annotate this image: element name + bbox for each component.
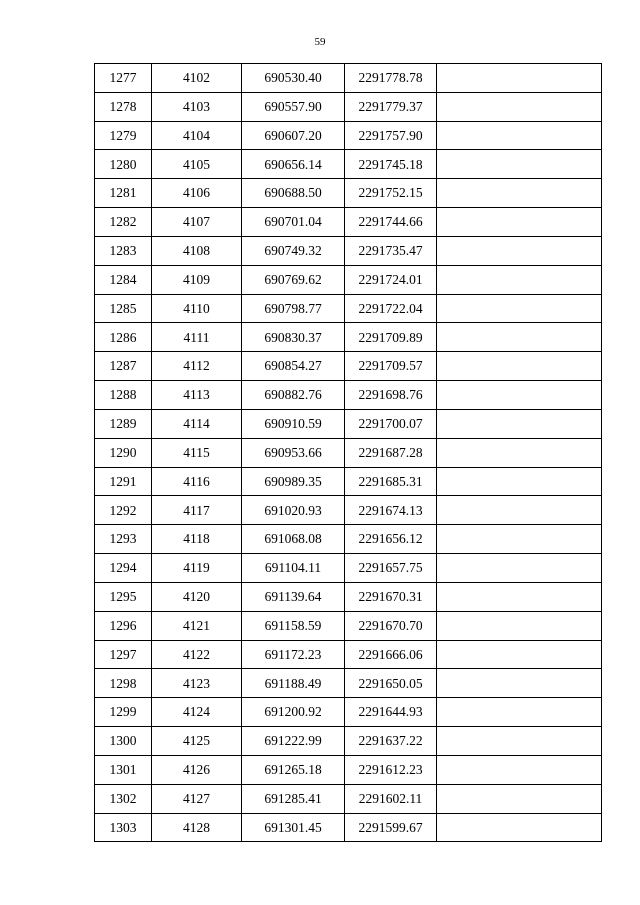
x-coordinate-cell: 691172.23 xyxy=(242,640,345,669)
x-coordinate-cell: 691020.93 xyxy=(242,496,345,525)
y-coordinate-cell: 2291709.57 xyxy=(345,352,437,381)
table-row xyxy=(95,64,602,93)
x-coordinate-cell: 691139.64 xyxy=(242,582,345,611)
table-row xyxy=(95,438,602,467)
note-cell xyxy=(437,352,602,381)
point-id-cell: 4113 xyxy=(152,381,242,410)
y-coordinate-cell: 2291735.47 xyxy=(345,236,437,265)
point-id-cell: 4105 xyxy=(152,150,242,179)
x-coordinate-cell: 690798.77 xyxy=(242,294,345,323)
table-row xyxy=(95,323,602,352)
table-row xyxy=(95,409,602,438)
y-coordinate-cell: 2291602.11 xyxy=(345,784,437,813)
table-row xyxy=(95,496,602,525)
table-row xyxy=(95,755,602,784)
table-row xyxy=(95,121,602,150)
point-id-cell: 4118 xyxy=(152,525,242,554)
x-coordinate-cell: 690882.76 xyxy=(242,381,345,410)
table-row xyxy=(95,179,602,208)
note-cell xyxy=(437,727,602,756)
y-coordinate-cell: 2291698.76 xyxy=(345,381,437,410)
row-index-cell: 1297 xyxy=(95,640,152,669)
note-cell xyxy=(437,323,602,352)
x-coordinate-cell: 690769.62 xyxy=(242,265,345,294)
note-cell xyxy=(437,525,602,554)
note-cell xyxy=(437,784,602,813)
x-coordinate-cell: 690989.35 xyxy=(242,467,345,496)
point-id-cell: 4111 xyxy=(152,323,242,352)
point-id-cell: 4108 xyxy=(152,236,242,265)
note-cell xyxy=(437,496,602,525)
coordinate-table-body xyxy=(95,64,602,842)
y-coordinate-cell: 2291670.31 xyxy=(345,582,437,611)
row-index-cell: 1288 xyxy=(95,381,152,410)
x-coordinate-cell: 691158.59 xyxy=(242,611,345,640)
table-row xyxy=(95,813,602,842)
note-cell xyxy=(437,236,602,265)
point-id-cell: 4112 xyxy=(152,352,242,381)
y-coordinate-cell: 2291778.78 xyxy=(345,64,437,93)
row-index-cell: 1289 xyxy=(95,409,152,438)
table-row xyxy=(95,582,602,611)
y-coordinate-cell: 2291685.31 xyxy=(345,467,437,496)
x-coordinate-cell: 690656.14 xyxy=(242,150,345,179)
row-index-cell: 1284 xyxy=(95,265,152,294)
y-coordinate-cell: 2291745.18 xyxy=(345,150,437,179)
x-coordinate-cell: 691068.08 xyxy=(242,525,345,554)
point-id-cell: 4123 xyxy=(152,669,242,698)
point-id-cell: 4104 xyxy=(152,121,242,150)
table-row xyxy=(95,669,602,698)
note-cell xyxy=(437,669,602,698)
note-cell xyxy=(437,265,602,294)
note-cell xyxy=(437,121,602,150)
point-id-cell: 4116 xyxy=(152,467,242,496)
note-cell xyxy=(437,554,602,583)
row-index-cell: 1298 xyxy=(95,669,152,698)
point-id-cell: 4122 xyxy=(152,640,242,669)
y-coordinate-cell: 2291687.28 xyxy=(345,438,437,467)
row-index-cell: 1283 xyxy=(95,236,152,265)
row-index-cell: 1303 xyxy=(95,813,152,842)
y-coordinate-cell: 2291674.13 xyxy=(345,496,437,525)
x-coordinate-cell: 691265.18 xyxy=(242,755,345,784)
row-index-cell: 1282 xyxy=(95,208,152,237)
table-row xyxy=(95,236,602,265)
table-row xyxy=(95,784,602,813)
row-index-cell: 1286 xyxy=(95,323,152,352)
point-id-cell: 4110 xyxy=(152,294,242,323)
table-row xyxy=(95,352,602,381)
point-id-cell: 4114 xyxy=(152,409,242,438)
y-coordinate-cell: 2291700.07 xyxy=(345,409,437,438)
note-cell xyxy=(437,64,602,93)
x-coordinate-cell: 690910.59 xyxy=(242,409,345,438)
table-row xyxy=(95,265,602,294)
row-index-cell: 1290 xyxy=(95,438,152,467)
point-id-cell: 4115 xyxy=(152,438,242,467)
note-cell xyxy=(437,467,602,496)
table-row xyxy=(95,381,602,410)
note-cell xyxy=(437,640,602,669)
note-cell xyxy=(437,409,602,438)
row-index-cell: 1293 xyxy=(95,525,152,554)
point-id-cell: 4109 xyxy=(152,265,242,294)
note-cell xyxy=(437,698,602,727)
x-coordinate-cell: 690953.66 xyxy=(242,438,345,467)
page-number: 59 xyxy=(314,36,326,48)
row-index-cell: 1295 xyxy=(95,582,152,611)
point-id-cell: 4127 xyxy=(152,784,242,813)
point-id-cell: 4102 xyxy=(152,64,242,93)
note-cell xyxy=(437,208,602,237)
x-coordinate-cell: 690530.40 xyxy=(242,64,345,93)
table-row xyxy=(95,611,602,640)
y-coordinate-cell: 2291656.12 xyxy=(345,525,437,554)
row-index-cell: 1280 xyxy=(95,150,152,179)
point-id-cell: 4119 xyxy=(152,554,242,583)
y-coordinate-cell: 2291757.90 xyxy=(345,121,437,150)
note-cell xyxy=(437,381,602,410)
x-coordinate-cell: 691188.49 xyxy=(242,669,345,698)
x-coordinate-cell: 691104.11 xyxy=(242,554,345,583)
row-index-cell: 1281 xyxy=(95,179,152,208)
row-index-cell: 1300 xyxy=(95,727,152,756)
point-id-cell: 4117 xyxy=(152,496,242,525)
point-id-cell: 4125 xyxy=(152,727,242,756)
x-coordinate-cell: 691285.41 xyxy=(242,784,345,813)
table-row xyxy=(95,698,602,727)
y-coordinate-cell: 2291644.93 xyxy=(345,698,437,727)
note-cell xyxy=(437,813,602,842)
y-coordinate-cell: 2291650.05 xyxy=(345,669,437,698)
y-coordinate-cell: 2291670.70 xyxy=(345,611,437,640)
point-id-cell: 4124 xyxy=(152,698,242,727)
x-coordinate-cell: 690854.27 xyxy=(242,352,345,381)
x-coordinate-cell: 690557.90 xyxy=(242,92,345,121)
y-coordinate-cell: 2291779.37 xyxy=(345,92,437,121)
row-index-cell: 1302 xyxy=(95,784,152,813)
y-coordinate-cell: 2291657.75 xyxy=(345,554,437,583)
table-row xyxy=(95,294,602,323)
row-index-cell: 1279 xyxy=(95,121,152,150)
point-id-cell: 4128 xyxy=(152,813,242,842)
x-coordinate-cell: 690830.37 xyxy=(242,323,345,352)
x-coordinate-cell: 691222.99 xyxy=(242,727,345,756)
row-index-cell: 1291 xyxy=(95,467,152,496)
note-cell xyxy=(437,755,602,784)
y-coordinate-cell: 2291722.04 xyxy=(345,294,437,323)
point-id-cell: 4120 xyxy=(152,582,242,611)
y-coordinate-cell: 2291612.23 xyxy=(345,755,437,784)
row-index-cell: 1299 xyxy=(95,698,152,727)
row-index-cell: 1278 xyxy=(95,92,152,121)
row-index-cell: 1277 xyxy=(95,64,152,93)
x-coordinate-cell: 690607.20 xyxy=(242,121,345,150)
note-cell xyxy=(437,294,602,323)
x-coordinate-cell: 690701.04 xyxy=(242,208,345,237)
table-row xyxy=(95,640,602,669)
coordinate-table xyxy=(94,63,602,842)
x-coordinate-cell: 691301.45 xyxy=(242,813,345,842)
note-cell xyxy=(437,150,602,179)
row-index-cell: 1301 xyxy=(95,755,152,784)
y-coordinate-cell: 2291752.15 xyxy=(345,179,437,208)
table-row xyxy=(95,554,602,583)
point-id-cell: 4126 xyxy=(152,755,242,784)
table-row xyxy=(95,727,602,756)
point-id-cell: 4107 xyxy=(152,208,242,237)
row-index-cell: 1292 xyxy=(95,496,152,525)
y-coordinate-cell: 2291724.01 xyxy=(345,265,437,294)
y-coordinate-cell: 2291744.66 xyxy=(345,208,437,237)
note-cell xyxy=(437,179,602,208)
note-cell xyxy=(437,582,602,611)
point-id-cell: 4121 xyxy=(152,611,242,640)
row-index-cell: 1294 xyxy=(95,554,152,583)
row-index-cell: 1287 xyxy=(95,352,152,381)
x-coordinate-cell: 690688.50 xyxy=(242,179,345,208)
y-coordinate-cell: 2291709.89 xyxy=(345,323,437,352)
point-id-cell: 4103 xyxy=(152,92,242,121)
table-row xyxy=(95,208,602,237)
note-cell xyxy=(437,438,602,467)
x-coordinate-cell: 690749.32 xyxy=(242,236,345,265)
table-row xyxy=(95,467,602,496)
row-index-cell: 1285 xyxy=(95,294,152,323)
point-id-cell: 4106 xyxy=(152,179,242,208)
table-row xyxy=(95,150,602,179)
table-row xyxy=(95,92,602,121)
table-row xyxy=(95,525,602,554)
row-index-cell: 1296 xyxy=(95,611,152,640)
y-coordinate-cell: 2291637.22 xyxy=(345,727,437,756)
note-cell xyxy=(437,92,602,121)
y-coordinate-cell: 2291666.06 xyxy=(345,640,437,669)
x-coordinate-cell: 691200.92 xyxy=(242,698,345,727)
y-coordinate-cell: 2291599.67 xyxy=(345,813,437,842)
note-cell xyxy=(437,611,602,640)
